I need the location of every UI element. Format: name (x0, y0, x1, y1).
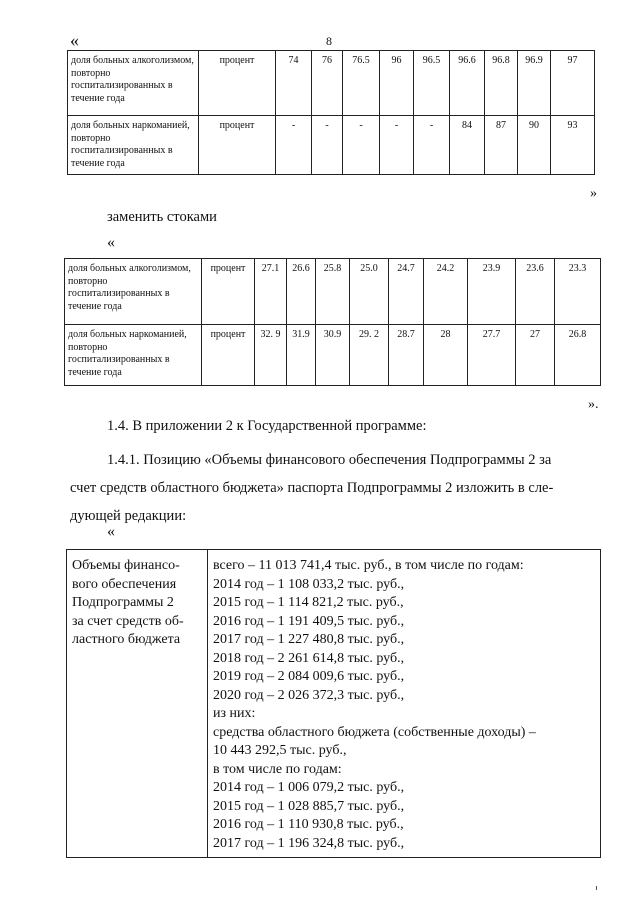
value-cell: 90 (518, 116, 551, 175)
closing-quote-mark: ». (588, 397, 599, 412)
paragraph-line: 1.4.1. Позицию «Объемы финансового обеспечения Подпрограммы 2 за (107, 452, 552, 468)
value-cell: 97 (551, 51, 595, 116)
value-cell: 93 (551, 116, 595, 175)
unit-cell: процент (202, 259, 255, 325)
value-cell: - (312, 116, 343, 175)
value-cell: 28 (424, 325, 468, 386)
label-line: ластного бюджета (72, 632, 181, 647)
value-cell: 96.6 (450, 51, 485, 116)
row-label: доля больных наркоманией, повторно госпитализированных в течение года (65, 325, 202, 386)
content-line: средства областного бюджета (собственные доходы) – (213, 724, 536, 740)
replace-instruction: заменить стоками (107, 209, 217, 225)
value-cell: 30.9 (316, 325, 350, 386)
value-cell: 84 (450, 116, 485, 175)
scan-mark (596, 886, 597, 890)
content-line: 2020 год – 2 026 372,3 тыс. руб., (213, 687, 405, 703)
content-line: 2015 год – 1 114 821,2 тыс. руб., (213, 595, 404, 610)
value-cell: 27.1 (255, 259, 287, 325)
table-row (68, 51, 595, 116)
value-cell: 27 (516, 325, 555, 386)
value-cell: 76 (312, 51, 343, 116)
row-label: доля больных алкоголизмом, повторно госпитализированных в течение года (65, 259, 202, 325)
unit-cell: процент (202, 325, 255, 386)
value-cell: 87 (485, 116, 518, 175)
value-cell: 32. 9 (255, 325, 287, 386)
value-cell: - (276, 116, 312, 175)
unit-cell: процент (199, 51, 276, 116)
content-line: 2017 год – 1 196 324,8 тыс. руб., (213, 835, 405, 851)
value-cell: 26.6 (287, 259, 316, 325)
section-heading: 1.4. В приложении 2 к Государственной программе: (107, 418, 427, 434)
opening-quote-mark: « (107, 523, 115, 540)
value-cell: - (343, 116, 380, 175)
value-cell: - (380, 116, 414, 175)
content-line: 2016 год – 1 110 930,8 тыс. руб., (213, 817, 404, 832)
row-label: доля больных наркоманией, повторно госпитализированных в течение года (68, 116, 199, 175)
closing-quote-mark: » (590, 186, 597, 201)
content-line: 2017 год – 1 227 480,8 тыс. руб., (213, 632, 405, 647)
opening-quote-mark: « (70, 30, 79, 50)
label-line: Объемы финансо- (72, 558, 180, 573)
label-line: Подпрограммы 2 (72, 595, 174, 610)
content-line: в том числе по годам: (213, 761, 342, 777)
content-line: всего – 11 013 741,4 тыс. руб., в том числе по годам: (213, 558, 524, 573)
value-cell: 28.7 (389, 325, 424, 386)
value-cell: 23.3 (555, 259, 601, 325)
table-row (65, 325, 601, 386)
content-line: 2014 год – 1 108 033,2 тыс. руб., (213, 576, 405, 592)
old-indicator-table (67, 50, 595, 175)
paragraph-line: счет средств областного бюджета» паспорта Подпрограммы 2 изложить в сле- (70, 480, 554, 496)
value-cell: 23.9 (468, 259, 516, 325)
paragraph-line: дующей редакции: (70, 508, 187, 524)
value-cell: 96 (380, 51, 414, 116)
value-cell: 24.7 (389, 259, 424, 325)
value-cell: 76.5 (343, 51, 380, 116)
table-row (67, 550, 601, 858)
finance-table (66, 549, 601, 858)
value-cell: 96.8 (485, 51, 518, 116)
value-cell: 27.7 (468, 325, 516, 386)
value-cell: 96.5 (414, 51, 450, 116)
content-line: из них: (213, 706, 256, 721)
table-row (68, 116, 595, 175)
content-line: 2014 год – 1 006 079,2 тыс. руб., (213, 780, 405, 795)
unit-cell: процент (199, 116, 276, 175)
amendment-paragraph (70, 446, 600, 530)
value-cell: 31.9 (287, 325, 316, 386)
value-cell: 25.8 (316, 259, 350, 325)
content-line: 2016 год – 1 191 409,5 тыс. руб., (213, 613, 405, 629)
opening-quote-mark: « (107, 234, 115, 251)
value-cell: 24.2 (424, 259, 468, 325)
page-number: 8 (326, 34, 332, 48)
value-cell: 25.0 (350, 259, 389, 325)
value-cell: 26.8 (555, 325, 601, 386)
finance-label-cell (67, 550, 208, 858)
table-row (65, 259, 601, 325)
value-cell: 96.9 (518, 51, 551, 116)
content-line: 10 443 292,5 тыс. руб., (213, 743, 347, 758)
value-cell: - (414, 116, 450, 175)
content-line: 2015 год – 1 028 885,7 тыс. руб., (213, 798, 405, 814)
new-indicator-table (64, 258, 601, 386)
content-line: 2018 год – 2 261 614,8 тыс. руб., (213, 650, 405, 666)
value-cell: 29. 2 (350, 325, 389, 386)
value-cell: 23.6 (516, 259, 555, 325)
row-label: доля больных алкоголизмом, повторно госпитализированных в течение года (68, 51, 199, 116)
label-line: вого обеспечения (72, 576, 177, 592)
value-cell: 74 (276, 51, 312, 116)
label-line: за счет средств об- (72, 613, 184, 629)
content-line: 2019 год – 2 084 009,6 тыс. руб., (213, 669, 405, 684)
finance-content-cell (208, 550, 601, 858)
